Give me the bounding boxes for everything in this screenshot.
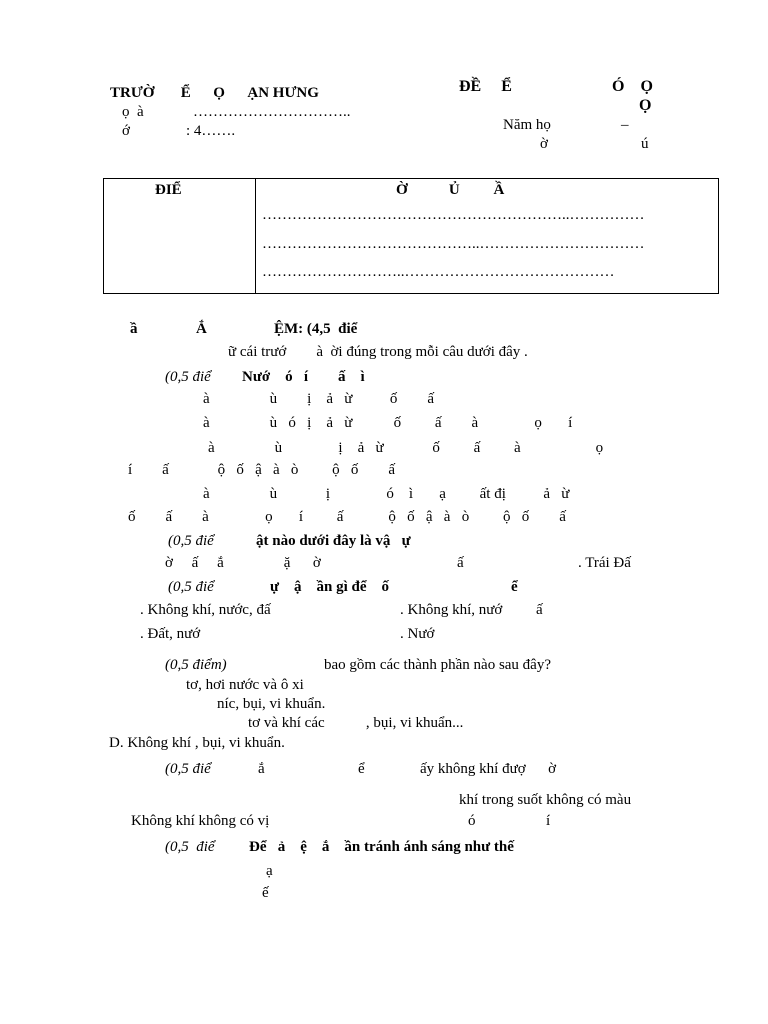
- exam-title-1: ĐỀ Ể: [459, 78, 512, 95]
- section-instruction: ữ cái trướ à ời đúng trong mỗi câu dưới đây .: [228, 344, 528, 360]
- section-title-part-3: ỆM: (4,5 điể: [274, 321, 358, 337]
- q5-option-d-part-1: ó: [468, 813, 476, 829]
- q3-points: (0,5 điể: [168, 579, 214, 595]
- time-label-2: ú: [641, 136, 649, 152]
- q5-points: (0,5 điể: [165, 761, 211, 777]
- q3-option-d: . Nướ: [400, 626, 435, 642]
- comment-line-3: ………………………..……………………………………: [262, 264, 615, 280]
- q1-points: (0,5 điể: [165, 369, 211, 385]
- student-name-label: ọ à: [122, 104, 144, 120]
- q2-option-d: . Trái Đấ: [578, 555, 631, 571]
- section-title-part-2: Ắ: [196, 321, 207, 337]
- q4-option-a: tơ, hơi nước và ô xi: [186, 677, 304, 693]
- q5-question-part-3: ấy không khí đượ ờ: [420, 761, 557, 777]
- q4-question: bao gồm các thành phần nào sau đây?: [324, 657, 551, 673]
- school-name: TRƯỜ Ể Ọ ẠN HƯNG: [110, 85, 319, 101]
- q6-option-b: ế: [262, 885, 269, 901]
- time-label-1: ờ: [540, 136, 548, 152]
- q5-option-c: Không khí không có vị: [131, 813, 270, 829]
- q3-option-c: . Đất, nướ: [140, 626, 201, 642]
- q5-option-b: khí trong suốt không có màu: [459, 792, 632, 808]
- q1-option-d-line1: à ù ị ó ì ạ ất đị ả ừ: [203, 486, 570, 502]
- exam-title-2: Ó Ọ: [612, 78, 653, 95]
- q4-option-b: níc, bụi, vi khuẩn.: [217, 696, 326, 712]
- q2-points: (0,5 điể: [168, 533, 214, 549]
- school-year-dash: –: [621, 117, 629, 133]
- q1-option-c-line2: í ấ ộ ố ậ à ò ộ ố ấ: [128, 462, 396, 478]
- exam-title-3: Ọ: [639, 97, 652, 114]
- q5-option-d-part-2: í: [546, 813, 551, 829]
- q5-question-part-1: ắ: [258, 761, 265, 777]
- class-label: ớ: [122, 123, 130, 139]
- q2-options-part-1: ờ ấ ắ ặ ờ: [165, 555, 321, 571]
- q1-option-b: à ù ó ị ả ừ ố ấ à ọ í: [203, 415, 573, 431]
- q3-question-end: ể: [511, 579, 518, 595]
- q4-points: (0,5 điểm): [165, 657, 227, 673]
- student-name-blank: …………………………..: [193, 104, 351, 120]
- q1-question: Nướ ó í ấ ì: [242, 369, 365, 385]
- q6-question: Để ả ệ ắ ần tránh ánh sáng như thế: [249, 839, 514, 855]
- q2-options-part-2: ấ: [457, 555, 464, 571]
- q3-option-b: . Không khí, nướ ấ: [400, 602, 543, 618]
- comment-line-2: ……………………………………..……………………………: [262, 236, 645, 252]
- teacher-comment-label: Ờ Ủ Ầ: [396, 182, 505, 198]
- q5-question-part-2: ể: [358, 761, 365, 777]
- q1-option-a: à ù ị ả ừ ố ấ: [203, 391, 435, 407]
- q1-option-c-line1: à ù ị ả ừ ố ấ à ọ: [208, 440, 604, 456]
- q6-option-a: ạ: [266, 863, 273, 879]
- q4-option-c: tơ và khí các , bụi, vi khuẩn...: [248, 715, 464, 731]
- q4-option-d: D. Không khí , bụi, vi khuẩn.: [109, 735, 285, 751]
- section-title-part-1: ầ: [130, 321, 138, 337]
- class-value: : 4…….: [186, 123, 236, 139]
- comment-line-1: ……………………………………………………..……………: [262, 207, 645, 223]
- school-year-label: Năm họ: [503, 117, 551, 133]
- q1-option-d-line2: ố ấ à ọ í ấ ộ ố ậ à ò ộ ố ấ: [128, 509, 566, 525]
- q6-points: (0,5 điể: [165, 839, 215, 855]
- q3-question: ự ậ ần gì để ố: [270, 579, 390, 595]
- score-box-divider: [255, 178, 256, 294]
- q3-option-a: . Không khí, nước, đấ: [140, 602, 271, 618]
- q2-question: ật nào dưới đây là vậ ự: [256, 533, 411, 549]
- score-label: ĐIỂ: [155, 182, 182, 198]
